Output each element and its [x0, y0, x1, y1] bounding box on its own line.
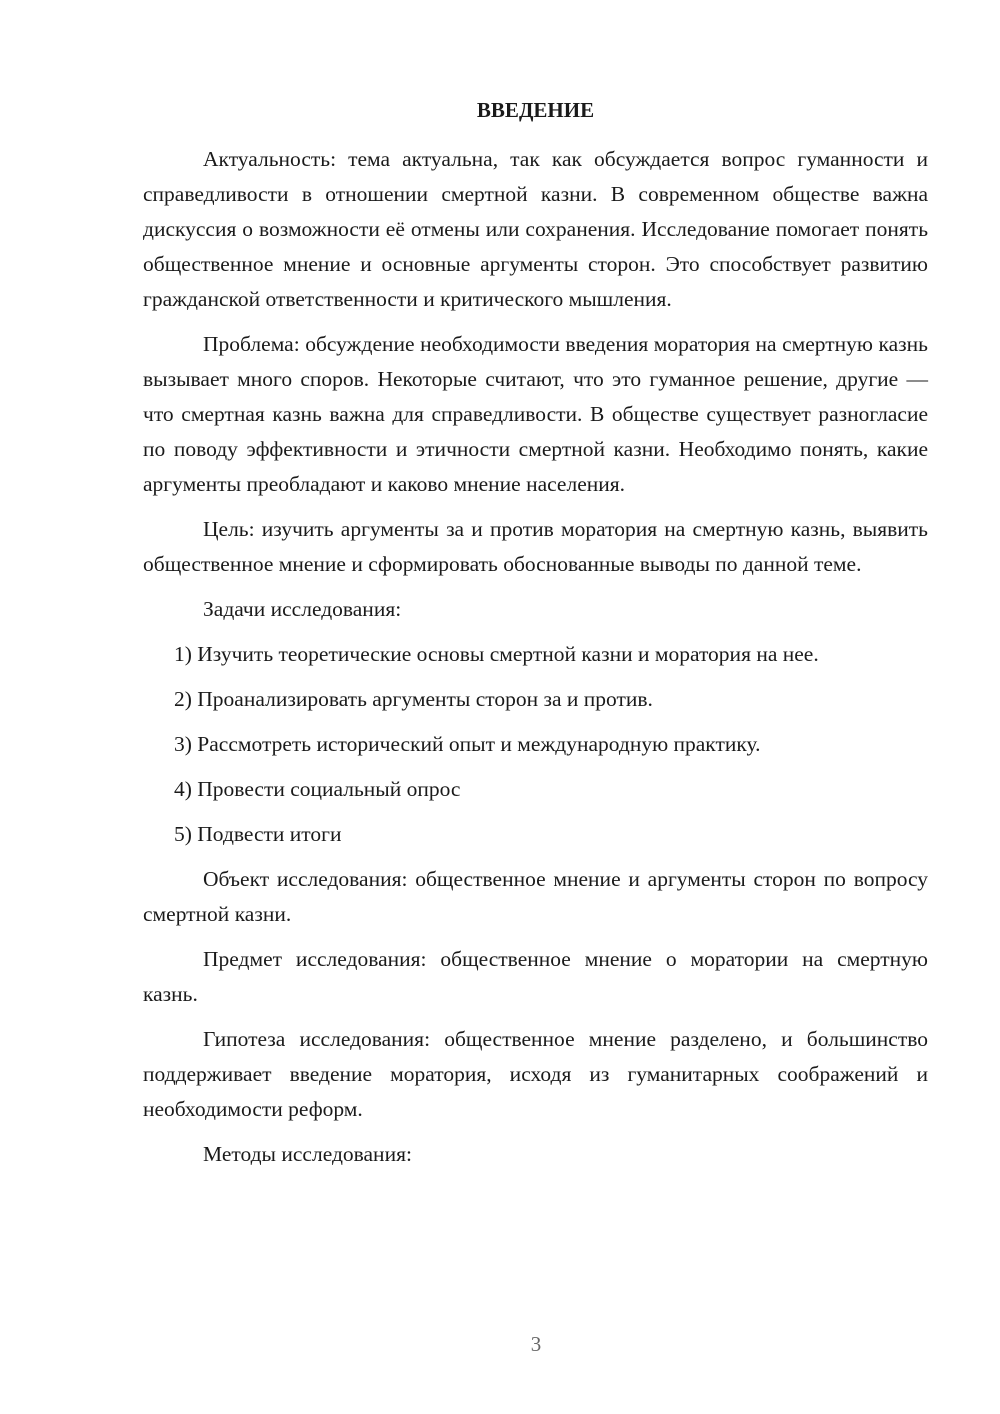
tasks-title: Задачи исследования: [203, 597, 402, 621]
task-item: 5) Подвести итоги [174, 822, 342, 846]
section-heading: ВВЕДЕНИЕ [476, 98, 595, 122]
tasks-list [143, 637, 928, 852]
task-item: 3) Рассмотреть исторический опыт и международную практику. [174, 732, 761, 756]
page-content [143, 92, 928, 1182]
object-paragraph: Объект исследования: общественное мнение и аргументы сторон по вопросу смертной казни. [143, 867, 928, 926]
task-item: 2) Проанализировать аргументы сторон за и против. [174, 687, 653, 711]
task-item: 4) Провести социальный опрос [174, 777, 461, 801]
problem-paragraph: Проблема: обсуждение необходимости введения моратория на смертную казнь вызывает много споров. Некоторые считают, что это гуманное решение, другие — что смертная казнь важна для справедливости. В обществе существует разногласие по поводу эффективности и этичности смертной казни. Необходимо понять, какие аргументы преобладают и каково мнение населения. [143, 332, 928, 496]
task-item: 1) Изучить теоретические основы смертной казни и моратория на нее. [174, 642, 819, 666]
hypothesis-paragraph: Гипотеза исследования: общественное мнение разделено, и большинство поддерживает введение моратория, исходя из гуманитарных соображений и необходимости реформ. [143, 1027, 928, 1121]
page-number: 3 [530, 1332, 542, 1356]
methods-title: Методы исследования: [203, 1142, 412, 1166]
subject-paragraph: Предмет исследования: общественное мнение о моратории на смертную казнь. [143, 947, 928, 1006]
goal-paragraph: Цель: изучить аргументы за и против моратория на смертную казнь, выявить общественное мнение и сформировать обоснованные выводы по данной теме. [143, 517, 928, 576]
relevance-paragraph: Актуальность: тема актуальна, так как обсуждается вопрос гуманности и справедливости в отношении смертной казни. В современном обществе важна дискуссия о возможности её отмены или сохранения. Исследование помогает понять общественное мнение и основные аргументы сторон. Это способствует развитию гражданской ответственности и критического мышления. [143, 147, 928, 311]
